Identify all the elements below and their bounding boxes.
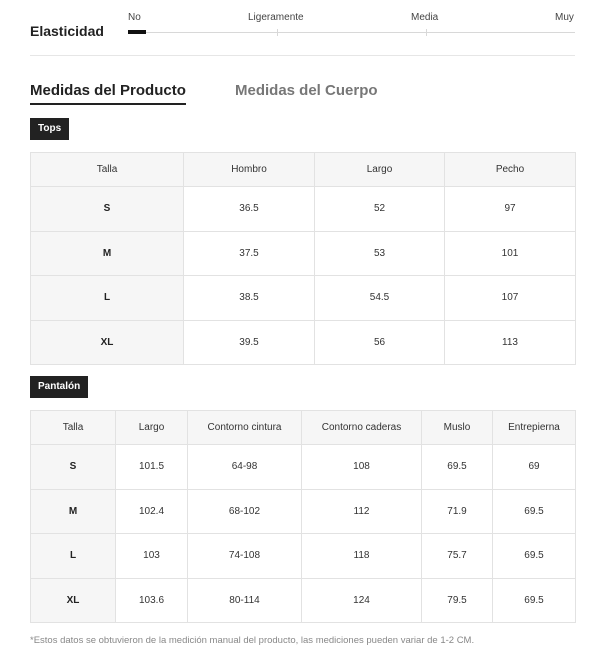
- elasticity-level-muy: Muy: [555, 12, 574, 23]
- column-header: Muslo: [422, 411, 493, 445]
- table-cell: 69.5: [422, 445, 493, 490]
- table-cell: 52: [315, 187, 445, 232]
- table-cell: 36.5: [184, 187, 315, 232]
- table-row: [31, 489, 576, 534]
- table-cell: 39.5: [184, 320, 315, 365]
- table-cell: 103.6: [116, 578, 188, 623]
- table-cell: 107: [445, 276, 576, 321]
- tops-size-table: [30, 152, 576, 365]
- table-cell: 124: [302, 578, 422, 623]
- table-cell: 69.5: [493, 534, 576, 579]
- column-header: Contorno caderas: [302, 411, 422, 445]
- column-header: Talla: [31, 153, 184, 187]
- table-cell: 97: [445, 187, 576, 232]
- table-cell: 113: [445, 320, 576, 365]
- size-cell: L: [31, 276, 184, 321]
- table-cell: 101: [445, 231, 576, 276]
- table-cell: 108: [302, 445, 422, 490]
- column-header: Talla: [31, 411, 116, 445]
- size-cell: XL: [31, 578, 116, 623]
- table-row: [31, 578, 576, 623]
- table-cell: 102.4: [116, 489, 188, 534]
- table-cell: 54.5: [315, 276, 445, 321]
- table-row: [31, 187, 576, 232]
- table-cell: 75.7: [422, 534, 493, 579]
- table-cell: 112: [302, 489, 422, 534]
- tops-section-badge: Tops: [30, 118, 69, 140]
- elasticity-indicator: [128, 30, 146, 34]
- table-cell: 68-102: [188, 489, 302, 534]
- size-cell: M: [31, 489, 116, 534]
- table-row: [31, 231, 576, 276]
- table-cell: 69.5: [493, 489, 576, 534]
- table-cell: 69: [493, 445, 576, 490]
- measurement-footnote: *Estos datos se obtuvieron de la medición manual del producto, las mediciones pueden variar de 1-2 CM.: [30, 635, 475, 646]
- table-row: [31, 445, 576, 490]
- table-cell: 53: [315, 231, 445, 276]
- column-header: Contorno cintura: [188, 411, 302, 445]
- column-header: Hombro: [184, 153, 315, 187]
- table-row: [31, 276, 576, 321]
- table-cell: 37.5: [184, 231, 315, 276]
- table-cell: 71.9: [422, 489, 493, 534]
- table-cell: 80-114: [188, 578, 302, 623]
- table-row: [31, 320, 576, 365]
- pants-size-table: [30, 410, 576, 623]
- elasticity-tick: [277, 29, 278, 36]
- table-header-row: [31, 411, 576, 445]
- column-header: Pecho: [445, 153, 576, 187]
- divider: [30, 55, 575, 56]
- table-cell: 64-98: [188, 445, 302, 490]
- table-cell: 101.5: [116, 445, 188, 490]
- size-cell: S: [31, 187, 184, 232]
- tab-medidas-cuerpo[interactable]: Medidas del Cuerpo: [235, 82, 378, 99]
- elasticity-title: Elasticidad: [30, 23, 104, 39]
- elasticity-level-media: Media: [411, 12, 439, 23]
- elasticity-scale: [30, 8, 575, 48]
- size-cell: S: [31, 445, 116, 490]
- column-header: Largo: [315, 153, 445, 187]
- column-header: Largo: [116, 411, 188, 445]
- pants-section-badge: Pantalón: [30, 376, 88, 398]
- elasticity-tick: [426, 29, 427, 36]
- table-cell: 103: [116, 534, 188, 579]
- column-header: Entrepierna: [493, 411, 576, 445]
- size-cell: XL: [31, 320, 184, 365]
- size-cell: M: [31, 231, 184, 276]
- elasticity-track: [128, 32, 575, 33]
- table-cell: 38.5: [184, 276, 315, 321]
- table-header-row: [31, 153, 576, 187]
- table-row: [31, 534, 576, 579]
- elasticity-level-no: No: [128, 12, 141, 23]
- table-cell: 74-108: [188, 534, 302, 579]
- tab-medidas-producto[interactable]: Medidas del Producto: [30, 82, 186, 105]
- elasticity-level-ligeramente: Ligeramente: [248, 12, 304, 23]
- table-cell: 69.5: [493, 578, 576, 623]
- table-cell: 56: [315, 320, 445, 365]
- table-cell: 79.5: [422, 578, 493, 623]
- size-cell: L: [31, 534, 116, 579]
- table-cell: 118: [302, 534, 422, 579]
